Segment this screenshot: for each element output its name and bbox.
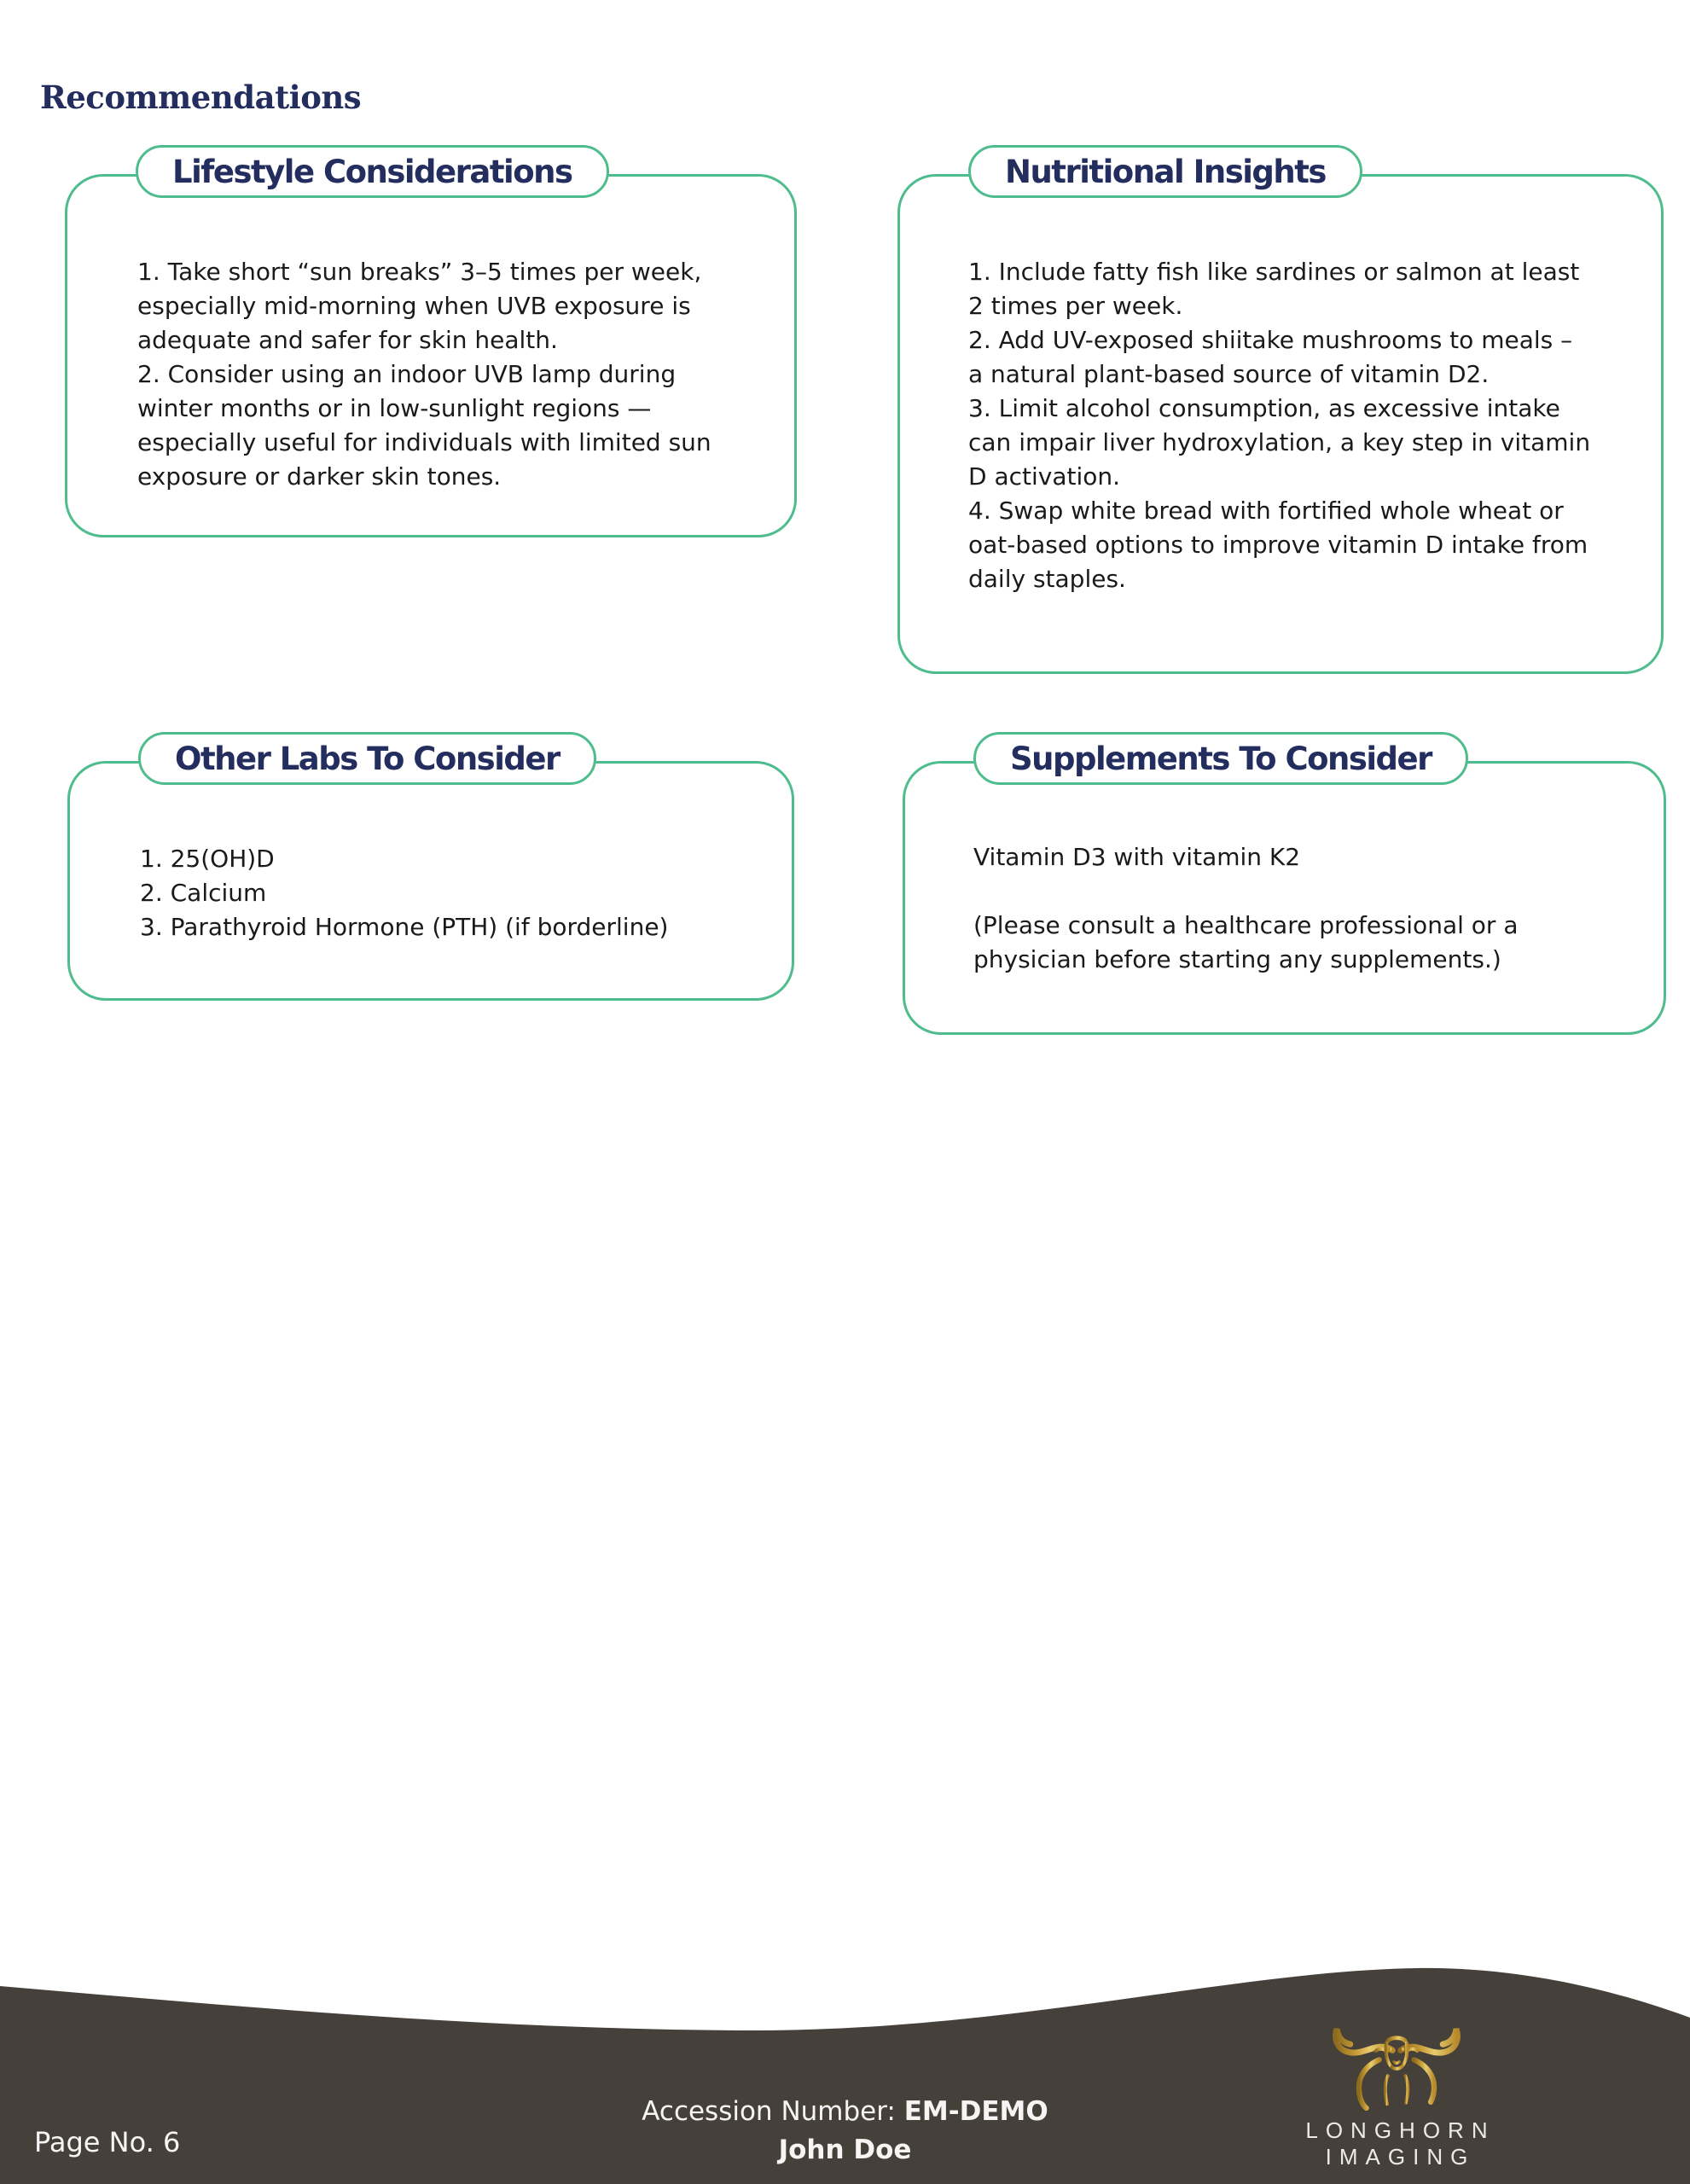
supplement-recommendation: Vitamin D3 with vitamin K2 xyxy=(973,843,1301,871)
list-item: 2. Add UV-exposed shiitake mushrooms to meals – a natural plant-based source of vitamin D2. xyxy=(968,326,1573,388)
patient-name: John Doe xyxy=(778,2135,912,2165)
other-labs-box xyxy=(67,740,794,1001)
supplements-box xyxy=(903,740,1666,1035)
box-title: Lifestyle Considerations xyxy=(172,153,572,190)
box-title: Nutritional Insights xyxy=(1005,153,1326,190)
logo-text-line2: IMAGING xyxy=(1325,2144,1476,2169)
nutritional-insights-box xyxy=(897,153,1664,674)
lifestyle-considerations-content xyxy=(67,177,794,535)
list-item: 1. Include fatty fish like sardines or salmon at least 2 times per week. xyxy=(968,258,1580,320)
accession-label: Accession Number: xyxy=(642,2096,904,2127)
longhorn-imaging-logo xyxy=(1269,2017,1524,2170)
supplements-content xyxy=(905,764,1664,1032)
other-labs-content xyxy=(70,764,792,998)
page-title: Recommendations xyxy=(40,78,362,116)
list-item: 3. Parathyroid Hormone (PTH) (if borderline) xyxy=(140,913,669,941)
supplement-disclaimer: (Please consult a healthcare professional or a physician before starting any supplements.) xyxy=(973,911,1519,973)
lifestyle-considerations-box xyxy=(65,153,797,537)
list-item: 3. Limit alcohol consumption, as excessive intake can impair liver hydroxylation, a key step in vitamin D activation. xyxy=(968,394,1591,491)
list-item: 2. Consider using an indoor UVB lamp during winter months or in low-sunlight regions — especially useful for individuals with limited sun exposure or darker skin tones. xyxy=(137,360,711,491)
box-title: Supplements To Consider xyxy=(1010,740,1432,777)
box-title: Other Labs To Consider xyxy=(175,740,560,777)
nutritional-insights-content xyxy=(900,177,1661,671)
list-item: 1. 25(OH)D xyxy=(140,845,275,873)
page-number: Page No. 6 xyxy=(34,2126,181,2158)
page-footer xyxy=(0,1945,1690,2184)
list-item: 1. Take short “sun breaks” 3–5 times per week, especially mid-morning when UVB exposure is adequate and safer for skin health. xyxy=(137,258,702,354)
list-item: 4. Swap white bread with fortified whole wheat or oat-based options to improve vitamin D intake from daily staples. xyxy=(968,497,1588,593)
logo-text-line1: LONGHORN xyxy=(1305,2117,1495,2143)
list-item: 2. Calcium xyxy=(140,879,267,907)
longhorn-bull-icon xyxy=(1320,2017,1473,2117)
accession-value: EM-DEMO xyxy=(903,2096,1048,2127)
